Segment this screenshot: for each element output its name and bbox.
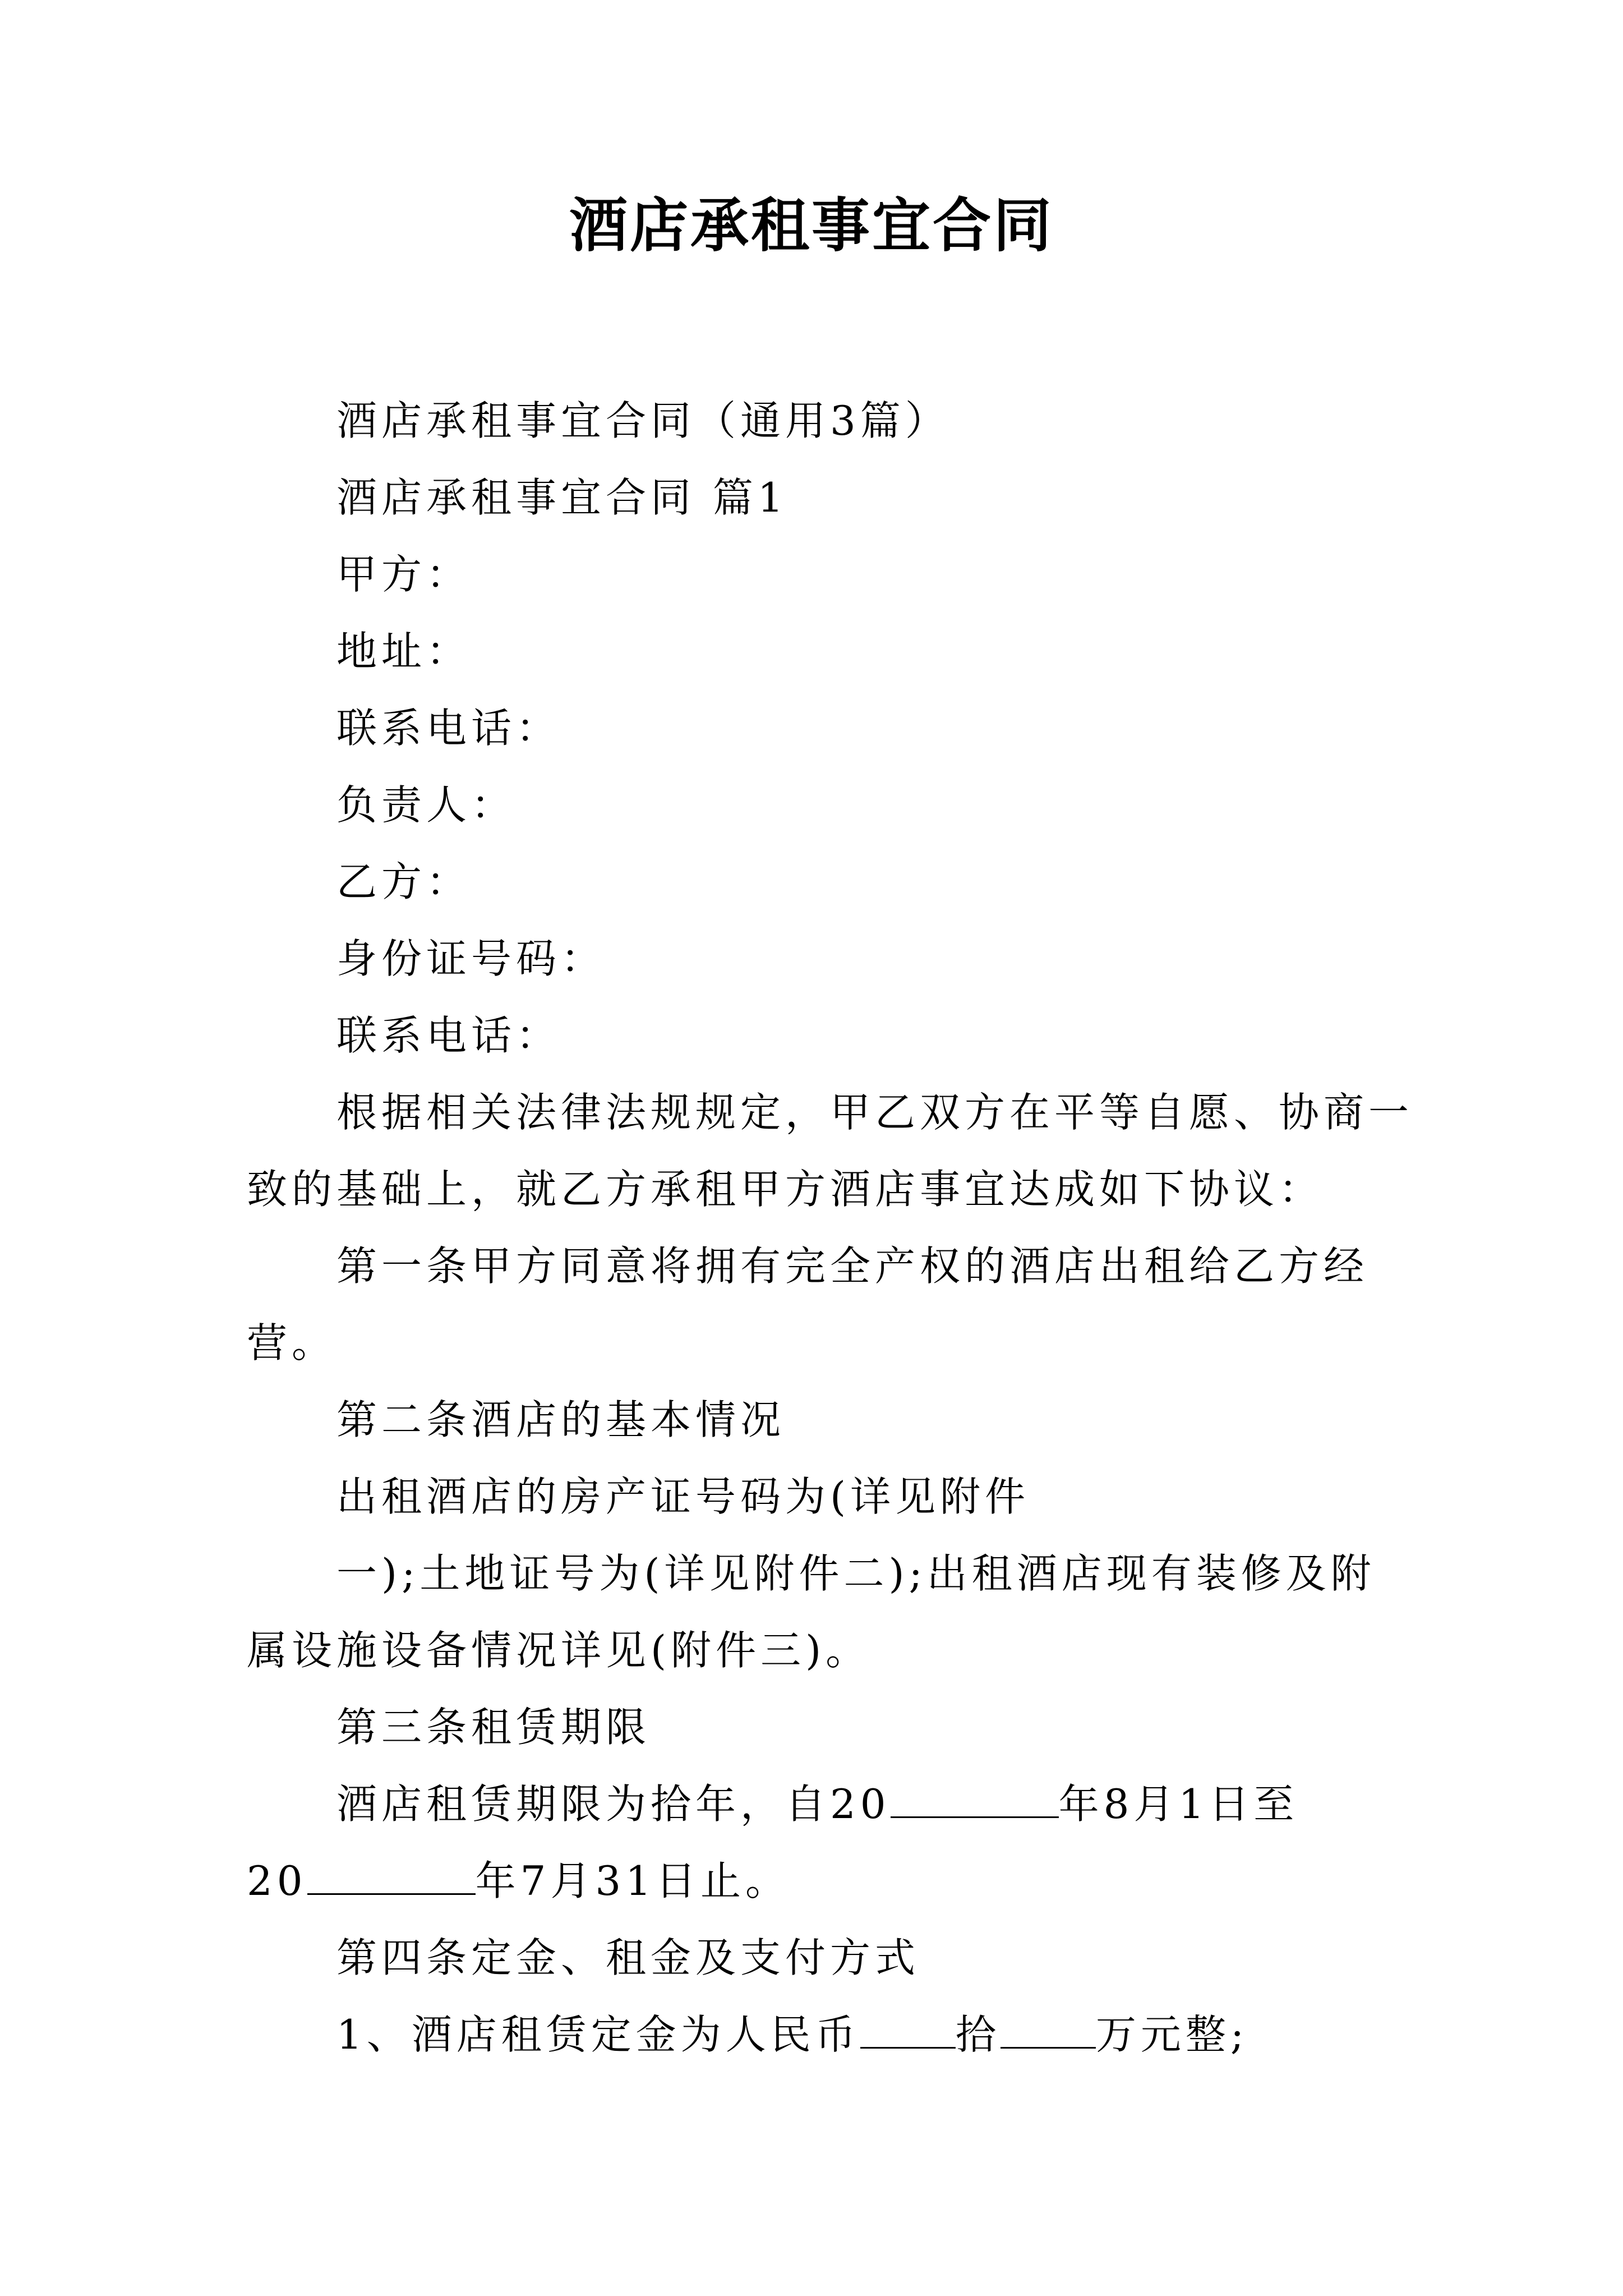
- article-4-line-1: [247, 1996, 1385, 2073]
- deposit-text-middle: 拾: [955, 2011, 1000, 2058]
- intro-paragraph-line-2: 致的基础上，就乙方承租甲方酒店事宜达成如下协议：: [247, 1166, 1324, 1213]
- article-3-line-2-start: 20: [247, 1857, 307, 1904]
- article-2-line-1: 出租酒店的房产证号码为(详见附件: [336, 1473, 1030, 1520]
- party-b-phone-label: 联系电话：: [336, 1012, 561, 1059]
- article-3-line-1: [247, 1766, 1385, 1843]
- article-1-line-2: 营。: [247, 1319, 337, 1366]
- deposit-text-start: 1、酒店租赁定金为人民币: [336, 2011, 860, 2058]
- start-year-blank: [891, 1816, 1059, 1818]
- end-year-blank: [307, 1893, 476, 1895]
- article-4-heading: 第四条定金、租金及支付方式: [336, 1934, 920, 1981]
- article-2-line-3: 属设施设备情况详见(附件三)。: [247, 1627, 871, 1674]
- article-3-line-1-end: 年8月1日至: [1058, 1780, 1299, 1828]
- party-a-phone-label: 联系电话：: [336, 705, 561, 752]
- article-3-line-1-start: 酒店租赁期限为拾年，自20: [336, 1780, 891, 1828]
- article-2-line-2: 一);土地证号为(详见附件二);出租酒店现有装修及附: [336, 1550, 1376, 1597]
- article-3-heading: 第三条租赁期限: [336, 1704, 651, 1751]
- document-title: 酒店承租事宜合同: [569, 191, 1054, 260]
- article-1-line-1: 第一条甲方同意将拥有完全产权的酒店出租给乙方经: [336, 1243, 1369, 1290]
- deposit-blank-1: [860, 2047, 956, 2049]
- document-subtitle: 酒店承租事宜合同（通用3篇）: [336, 397, 950, 444]
- address-label: 地址：: [336, 628, 472, 675]
- intro-paragraph-line-1: 根据相关法律法规规定，甲乙双方在平等自愿、协商一: [336, 1089, 1414, 1136]
- article-3-line-2-end: 年7月31日止。: [475, 1857, 791, 1904]
- article-2-heading: 第二条酒店的基本情况: [336, 1396, 786, 1443]
- article-3-line-2: [247, 1843, 1385, 1920]
- person-in-charge-label: 负责人：: [336, 781, 517, 829]
- party-a-label: 甲方：: [336, 551, 472, 598]
- deposit-text-end: 万元整;: [1095, 2011, 1249, 2058]
- section-heading: 酒店承租事宜合同 篇1: [336, 474, 788, 521]
- party-b-label: 乙方：: [336, 858, 472, 905]
- deposit-blank-2: [1000, 2047, 1096, 2049]
- document-body: [247, 383, 1414, 2073]
- id-number-label: 身份证号码：: [336, 935, 606, 982]
